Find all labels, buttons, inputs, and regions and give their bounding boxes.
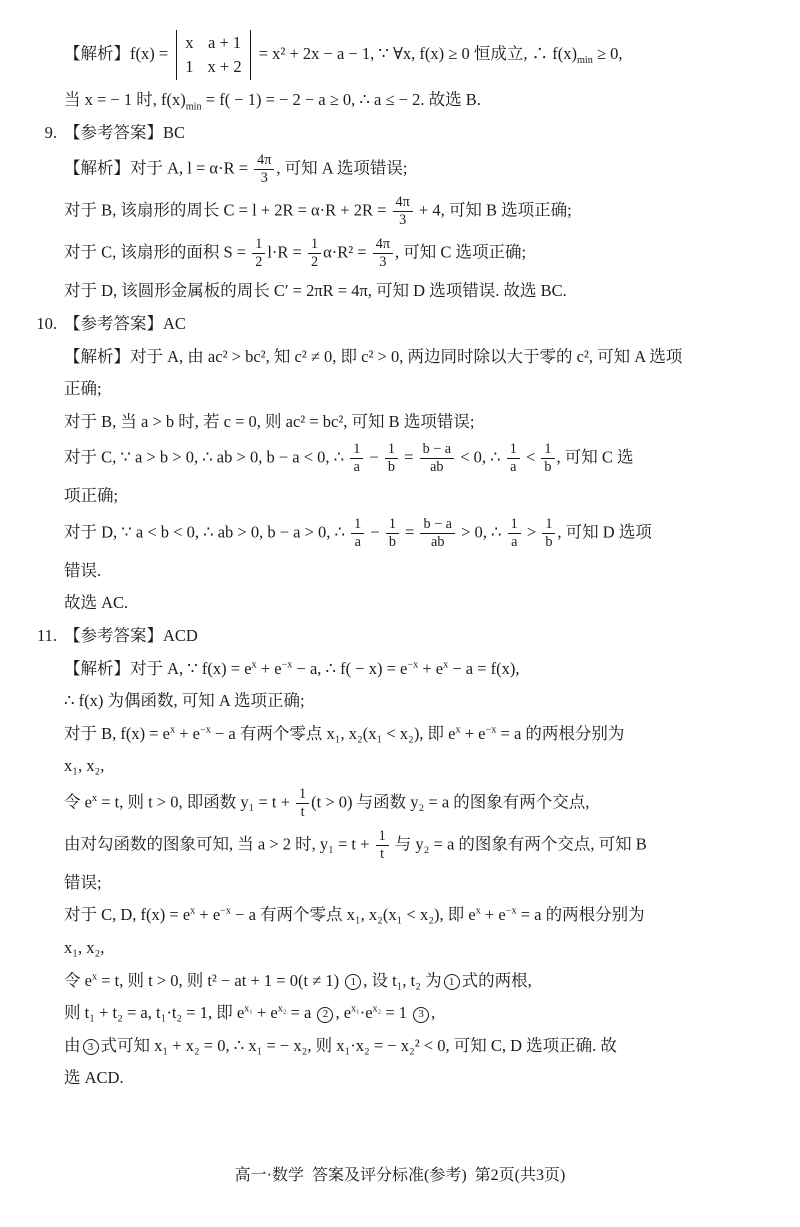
fraction-numerator: 1 [376,828,389,846]
text-run: = [400,447,418,467]
document-body [36,30,748,1091]
text-run: 对于 C, D, f(x) = e [64,905,191,925]
text-line [64,753,748,779]
fraction [507,441,520,476]
fraction [385,441,398,476]
text-run: 错误; [64,872,102,892]
text-run: ∴ f(x) 为偶函数, 可知 A 选项正确; [64,691,305,711]
text-run: , e [335,1003,352,1023]
text-run: + 4, 可知 B 选项正确; [414,200,572,220]
text-run: = a 的两根分别为 [516,905,645,925]
fraction-denominator: 3 [379,254,387,271]
circled-number: 3 [413,1007,429,1023]
superscript: x [251,659,257,671]
text-run: 正确; [64,379,102,399]
text-run: 式可知 x₁ + x₂ = 0, ∴ x₁ = − x₂, 则 x₁·x₂ = − x₂² < 0, 可知 C, D 选项正确. 故 [100,1035,617,1055]
text-run: − [366,522,384,542]
superscript: x [443,659,449,671]
text-run: 项正确; [64,486,119,506]
superscript: x₁ [351,1003,360,1015]
text-run: + e [256,658,282,678]
fraction [541,441,554,476]
determinant-grid [177,30,249,80]
text-run: l·R = [267,242,306,262]
text-run: 【解析】f(x) = [64,43,173,63]
text-run: 对于 D, ∵ a < b < 0, ∴ ab > 0, b − a > 0, ∴ [64,522,350,542]
text-run: 由 [64,1035,81,1055]
fraction-denominator: 3 [260,170,268,187]
text-line [64,409,748,435]
page-footer: 高一·数学 答案及评分标准(参考) 第2页(共3页) [234,1167,566,1184]
text-run: = t, 则 t > 0, 即函数 y₁ = t + [97,792,295,812]
text-run: 【解析】对于 A, 由 ac² > bc², 知 c² ≠ 0, 即 c² > 0, 两边同时除以大于零的 c², 可知 A 选项 [64,346,683,366]
text-line [64,590,748,616]
text-line [64,1033,748,1059]
fraction-numerator: 4π [373,236,393,254]
determinant-cell: a + 1 [208,33,242,52]
fraction-numerator: 4π [393,194,413,212]
text-run: 由对勾函数的图象可知, 当 a > 2 时, y₁ = t + [64,834,374,854]
fraction-denominator: ab [431,533,445,550]
text-run: , [431,1003,436,1023]
item-number: 9. [44,122,57,142]
superscript: −x [505,905,517,917]
fraction-denominator: b [387,459,395,476]
fraction [508,516,521,551]
text-line [36,623,748,649]
circled-number: 1 [444,974,460,990]
fraction-numerator: b − a [420,441,455,459]
text-line [64,870,748,896]
text-run: (t > 0) 与函数 y₂ = a 的图象有两个交点, [311,792,590,812]
text-run: 【参考答案】ACD [64,626,198,646]
text-line [64,828,748,863]
text-run: , 可知 D 选项 [557,522,652,542]
text-run: = a 的两根分别为 [496,723,625,743]
superscript: x₁ [244,1003,253,1015]
superscript: x [91,792,98,804]
fraction-denominator: t [380,845,385,862]
text-run: = 1 [381,1003,412,1023]
text-line [64,656,748,682]
text-run: 对于 C, 该扇形的面积 S = [64,242,251,262]
text-run: + e [460,723,486,743]
text-run: < [521,447,540,467]
fraction [542,516,555,551]
text-line [64,483,748,509]
fraction [373,236,393,271]
fraction-denominator: a [354,533,361,550]
text-line [64,1000,748,1026]
text-run: − a 有两个零点 x₁, x₂(x₁ < x₂), 即 e [231,905,476,925]
item-number: 11. [36,626,57,646]
text-run: 对于 C, ∵ a > b > 0, ∴ ab > 0, b − a < 0, ∴ [64,447,349,467]
text-line [64,441,748,476]
text-run: + e [480,905,506,925]
text-line [64,236,748,271]
text-line [64,968,748,994]
fraction-denominator: b [388,533,396,550]
fraction-numerator: 1 [385,441,398,459]
text-run: + e [195,905,221,925]
text-line [64,376,748,402]
text-run: + e [175,723,200,743]
text-run: 则 t₁ + t₂ = a, t₁·t₂ = 1, 即 e [64,1003,245,1023]
text-run: 式的两根, [461,970,532,990]
text-run: 与 y₂ = a 的图象有两个交点, 可知 B [390,834,647,854]
superscript: x [455,724,461,736]
text-run: ≥ 0, [592,43,623,63]
text-run: 对于 D, 该圆形金属板的周长 C′ = 2πR = 4π, 可知 D 选项错误. 故选 BC. [64,281,567,301]
fraction [393,194,413,229]
text-run: + e [418,658,444,678]
fraction [308,236,321,271]
subscript: min [576,55,593,67]
superscript: x [190,905,196,917]
fraction-numerator: 1 [541,441,554,459]
fraction [376,828,389,863]
fraction-denominator: t [300,803,305,820]
fraction-numerator: b − a [420,516,455,534]
text-run: , 可知 C 选项正确; [395,242,527,262]
fraction-denominator: ab [430,459,444,476]
text-run: x₁, x₂, [64,756,105,776]
fraction-denominator: b [544,459,552,476]
determinant-cell: x + 2 [207,56,242,76]
superscript: x₂ [277,1003,287,1015]
text-line [64,688,748,714]
superscript: x [91,971,98,983]
fraction-denominator: a [510,459,517,476]
text-run: = t, 则 t > 0, 则 t² − at + 1 = 0(t ≠ 1) [97,970,344,990]
text-run: > 0, ∴ [456,522,506,542]
superscript: −x [407,659,419,671]
text-run: + e [252,1003,278,1023]
text-line [64,278,748,304]
text-line [64,344,748,370]
text-run: − a, ∴ f( − x) = e [292,658,408,678]
text-run: < 0, ∴ [456,447,505,467]
determinant-cell: 1 [185,56,194,76]
fraction-denominator: 2 [310,254,319,271]
fraction-denominator: 2 [255,254,263,271]
fraction-numerator: 1 [350,441,363,459]
fraction-denominator: a [353,459,360,476]
text-run: = [400,522,419,542]
text-line [36,311,748,337]
text-run: 【参考答案】AC [64,314,186,334]
text-run: = x² + 2x − a − 1, ∵ ∀x, f(x) ≥ 0 恒成立, ∴ f(x) [254,43,577,63]
text-line [64,786,748,821]
fraction-numerator: 1 [507,441,520,459]
fraction [351,516,364,551]
fraction-numerator: 1 [351,516,364,534]
text-line [64,194,748,229]
text-line [64,1065,748,1091]
fraction-numerator: 1 [308,236,321,254]
text-run: 令 e [64,792,92,812]
text-run: , 设 t₁, t₂ 为 [363,970,442,990]
text-line [64,30,748,80]
circled-number: 2 [317,1007,333,1023]
text-line [64,558,748,584]
determinant [176,30,250,80]
text-run: 选 ACD. [64,1068,124,1088]
text-run: , 可知 A 选项错误; [276,158,408,178]
superscript: −x [281,659,293,671]
fraction [420,441,455,476]
text-run: 【解析】对于 A, ∵ f(x) = e [64,658,252,678]
text-run: 当 x = − 1 时, f(x) [64,90,186,110]
text-run: x₁, x₂, [64,938,105,958]
text-line [64,87,748,113]
text-line [64,516,748,551]
fraction [386,516,399,551]
text-run: − a 有两个零点 x₁, x₂(x₁ < x₂), 即 e [210,723,456,743]
text-run: 【解析】对于 A, l = α·R = [64,158,253,178]
text-run: 【参考答案】BC [64,122,186,142]
fraction-numerator: 1 [296,786,309,804]
text-run: 对于 B, 该扇形的周长 C = l + 2R = α·R + 2R = [64,200,391,220]
fraction-numerator: 1 [542,516,555,534]
text-run: , 可知 C 选 [556,447,634,467]
text-run: − a = f(x), [448,658,520,678]
fraction-numerator: 4π [254,152,274,170]
text-run: α·R² = [323,242,371,262]
fraction-numerator: 1 [508,516,521,534]
circled-number: 3 [83,1039,99,1055]
superscript: −x [220,905,232,917]
superscript: x [170,724,176,736]
determinant-cell: x [185,33,194,52]
text-line [64,721,748,747]
text-run: = a [286,1003,316,1023]
fraction [252,236,265,271]
fraction [350,441,363,476]
text-run: 对于 B, 当 a > b 时, 若 c = 0, 则 ac² = bc², 可知 B 选项错误; [64,411,475,431]
fraction-numerator: 1 [252,236,265,254]
text-run: 错误. [64,560,102,580]
text-run: − [365,447,383,467]
item-number: 10. [36,314,57,334]
text-run: 故选 AC. [64,593,129,613]
text-run: ·e [359,1003,373,1023]
fraction-denominator: a [511,533,518,550]
fraction [254,152,274,187]
circled-number: 1 [345,974,361,990]
superscript: x₂ [372,1003,382,1015]
text-run: 令 e [64,970,92,990]
text-line [64,935,748,961]
text-run: > [522,522,541,542]
fraction-denominator: b [545,533,553,550]
fraction [296,786,309,821]
text-run: = f( − 1) = − 2 − a ≥ 0, ∴ a ≤ − 2. 故选 B. [201,90,481,110]
fraction-denominator: 3 [399,212,407,229]
subscript: min [185,101,202,113]
text-line [44,120,748,146]
superscript: −x [485,724,497,736]
superscript: x [475,905,481,917]
superscript: −x [200,724,211,736]
text-line [64,152,748,187]
text-run: 对于 B, f(x) = e [64,723,170,743]
text-line [64,902,748,928]
fraction [420,516,455,551]
fraction-numerator: 1 [386,516,399,534]
